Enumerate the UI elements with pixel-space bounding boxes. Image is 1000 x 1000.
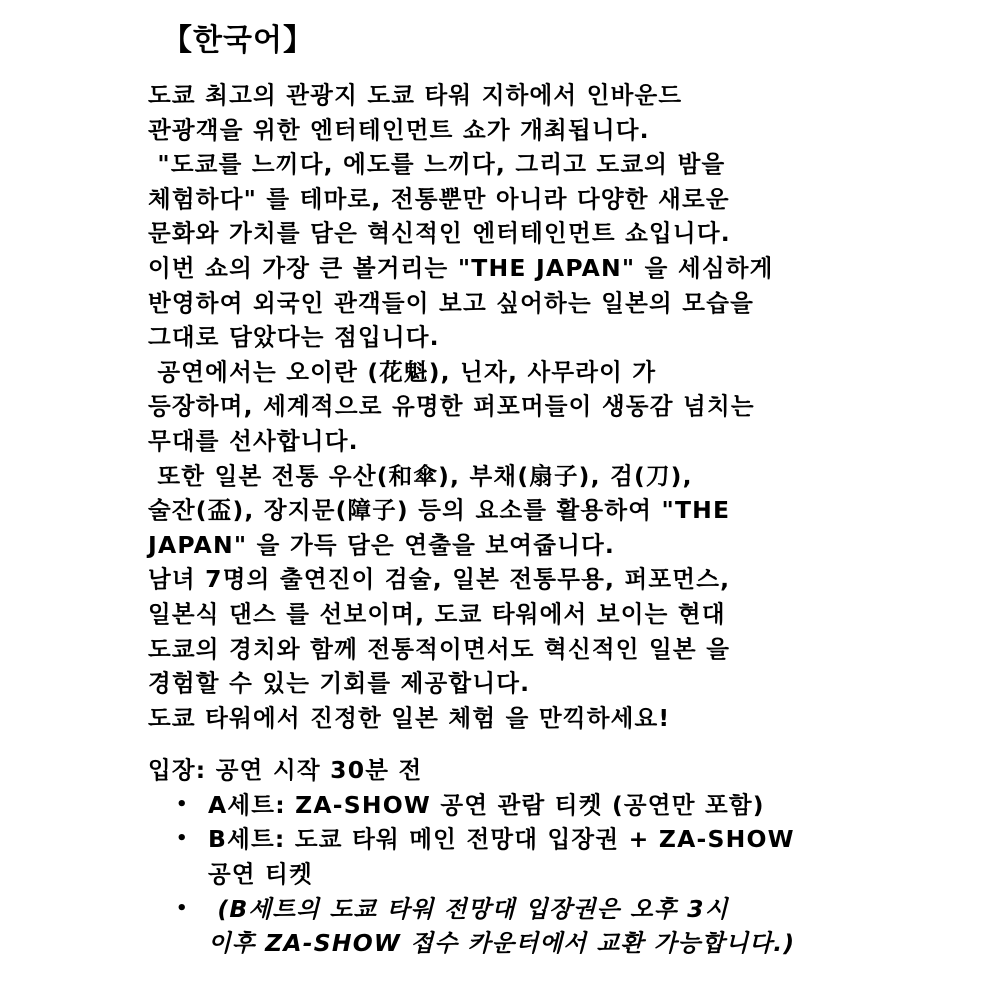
ticket-set-b-note: [148, 892, 868, 961]
language-heading: 【한국어】: [162, 23, 314, 58]
paragraph-line: 이번 쇼의 가장 큰 볼거리는 "THE JAPAN" 을 세심하게: [148, 253, 774, 282]
paragraph-line: 도쿄 최고의 관광지 도쿄 타워 지하에서 인바운드: [148, 81, 683, 109]
paragraph-line: 도쿄의 경치와 함께 전통적이면서도 혁신적인 일본 을: [148, 634, 731, 663]
paragraph-line: 경험할 수 있는 기회를 제공합니다.: [148, 669, 531, 698]
ticket-set-b: [148, 822, 868, 891]
paragraph-line: 문화와 가치를 담은 혁신적인 엔터테인먼트 쇼입니다.: [148, 219, 731, 248]
paragraph-line: 관광객을 위한 엔터테인먼트 쇼가 개최됩니다.: [148, 115, 650, 144]
entry-info: 입장: 공연 시작 30분 전: [148, 756, 423, 785]
bullet-icon: •: [176, 828, 189, 850]
paragraph-line: 등장하며, 세계적으로 유명한 퍼포머들이 생동감 넘치는: [148, 392, 755, 421]
ticket-set-list: [148, 788, 868, 961]
paragraph-line: 무대를 선사합니다.: [148, 426, 359, 455]
paragraph-line: 도쿄 타워에서 진정한 일본 체험 을 만끽하세요!: [148, 703, 671, 732]
paragraph-line: 남녀 7명의 출연진이 검술, 일본 전통무용, 퍼포먼스,: [148, 565, 731, 594]
paragraph-line: 또한 일본 전통 우산(和傘), 부채(扇子), 검(刀),: [148, 461, 693, 490]
paragraph-line: JAPAN" 을 가득 담은 연출을 보여줍니다.: [148, 530, 616, 559]
paragraph-line: 일본식 댄스 를 선보이며, 도쿄 타워에서 보이는 현대: [148, 599, 726, 628]
ticket-note-line: (B세트의 도쿄 타워 전망대 입장권은 오후 3시: [208, 894, 729, 923]
paragraph-line: 반영하여 외국인 관객들이 보고 싶어하는 일본의 모습을: [148, 288, 755, 317]
paragraph-line: 술잔(盃), 장지문(障子) 등의 요소를 활용하여 "THE: [148, 496, 731, 525]
ticket-set-line: B세트: 도쿄 타워 메인 전망대 입장권 + ZA-SHOW: [208, 825, 795, 854]
bullet-icon: •: [176, 897, 189, 919]
paragraph-line: 그대로 담았다는 점입니다.: [148, 323, 440, 352]
document: [148, 18, 868, 961]
paragraph-line: 공연에서는 오이란 (花魁), 닌자, 사무라이 가: [148, 357, 657, 386]
paragraph-line: "도쿄를 느끼다, 에도를 느끼다, 그리고 도쿄의 밤을: [148, 150, 726, 179]
bullet-icon: •: [176, 793, 189, 815]
ticket-set-line: 공연 티켓: [208, 860, 313, 889]
ticket-set-a: [148, 788, 868, 823]
ticket-note-line: 이후 ZA-SHOW 접수 카운터에서 교환 가능합니다.): [208, 929, 796, 958]
description-paragraph: [148, 78, 868, 735]
ticket-set-line: A세트: ZA-SHOW 공연 관람 티켓 (공연만 포함): [208, 790, 765, 819]
paragraph-line: 체험하다" 를 테마로, 전통뿐만 아니라 다양한 새로운: [148, 184, 730, 213]
